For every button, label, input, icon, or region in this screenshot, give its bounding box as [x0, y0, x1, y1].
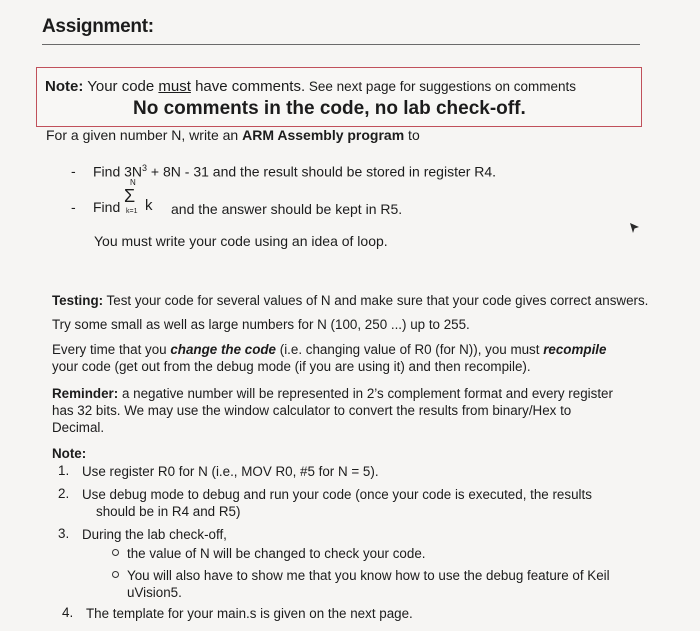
sum-upper-limit: N — [130, 178, 136, 187]
task-2-post: and the answer should be kept in R5. — [171, 201, 403, 217]
note-3-number: 3. — [58, 526, 70, 541]
note-1: Use register R0 for N (i.e., MOV R0, #5 for N = 5). — [82, 464, 379, 479]
intro-text — [46, 127, 420, 143]
reminder-line-3: Decimal. — [52, 420, 105, 435]
task-1 — [93, 163, 496, 180]
note-text-pre: Your code — [83, 78, 159, 95]
intro-bold: ARM Assembly program — [242, 127, 405, 143]
testing-line-4: your code (get out from the debug mode (if you are using it) and then recompile). — [52, 359, 531, 374]
reminder-line-1 — [52, 385, 613, 402]
testing-line-3 — [52, 341, 606, 358]
note-text-post: have comments. — [190, 78, 306, 95]
note-suggestion: See next page for suggestions on comments — [305, 79, 577, 94]
task-2-dash: - — [71, 199, 76, 215]
note-box — [36, 67, 642, 127]
testing-label: Testing: — [52, 293, 104, 308]
testing-line-1 — [52, 292, 648, 309]
note-label: Note: — [45, 78, 84, 95]
sub-note-2-line-2: uVision5. — [127, 585, 182, 600]
intro-post: to — [404, 127, 420, 143]
testing-change-code: change the code — [170, 342, 277, 357]
task-1-post: + 8N - 31 and the result should be stored in register R4. — [147, 163, 497, 180]
sub-bullet-1-icon — [112, 549, 119, 556]
note-4-number: 4. — [62, 605, 74, 620]
note-must: must — [158, 78, 191, 95]
testing-text: Test your code for several values of N and make sure that your code gives correct answers. — [103, 293, 649, 308]
note-2-line-1: Use debug mode to debug and run your code (once your code is executed, the results — [82, 487, 592, 502]
sub-note-2-line-1: You will also have to show me that you know how to use the debug feature of Keil — [127, 568, 610, 583]
page-heading: Assignment: — [42, 16, 154, 37]
task-3: You must write your code using an idea of loop. — [94, 233, 388, 249]
note-warning: No comments in the code, no lab check-off. — [133, 98, 526, 119]
note-2-line-2: should be in R4 and R5) — [96, 504, 241, 519]
notes-label — [52, 445, 86, 462]
note-line-1 — [45, 78, 576, 95]
sigma-symbol: Σ — [124, 186, 136, 206]
task-2-find: Find — [93, 199, 121, 215]
testing-line-2: Try some small as well as large numbers for N (100, 250 ...) up to 255. — [52, 317, 470, 332]
sum-lower-limit: k=1 — [126, 208, 138, 215]
heading-divider — [42, 44, 640, 45]
testing-recompile: recompile — [543, 342, 607, 357]
reminder-label: Reminder: — [52, 386, 119, 401]
sub-note-1: the value of N will be changed to check your code. — [127, 546, 426, 561]
task-1-pre: Find 3N — [93, 163, 143, 180]
reminder-line-2: has 32 bits. We may use the window calculator to convert the results from binary/Hex to — [52, 403, 572, 418]
testing-l3-a: Every time that you — [52, 342, 171, 357]
note-4: The template for your main.s is given on the next page. — [86, 606, 413, 621]
task-1-dash: - — [71, 163, 76, 179]
sub-bullet-2-icon — [112, 571, 119, 578]
mouse-cursor-icon — [628, 222, 640, 234]
testing-l3-c: (i.e. changing value of R0 (for N)), you must — [276, 342, 544, 357]
intro-pre: For a given number N, write an — [46, 127, 243, 143]
note-3: During the lab check-off, — [82, 527, 227, 542]
sum-variable: k — [145, 197, 153, 214]
reminder-text: a negative number will be represented in 2’s complement format and every register — [118, 386, 613, 401]
notes-label-text: Note: — [52, 446, 87, 461]
note-2-number: 2. — [58, 486, 70, 501]
task-1-exponent: 3 — [142, 163, 148, 173]
note-1-number: 1. — [58, 463, 70, 478]
